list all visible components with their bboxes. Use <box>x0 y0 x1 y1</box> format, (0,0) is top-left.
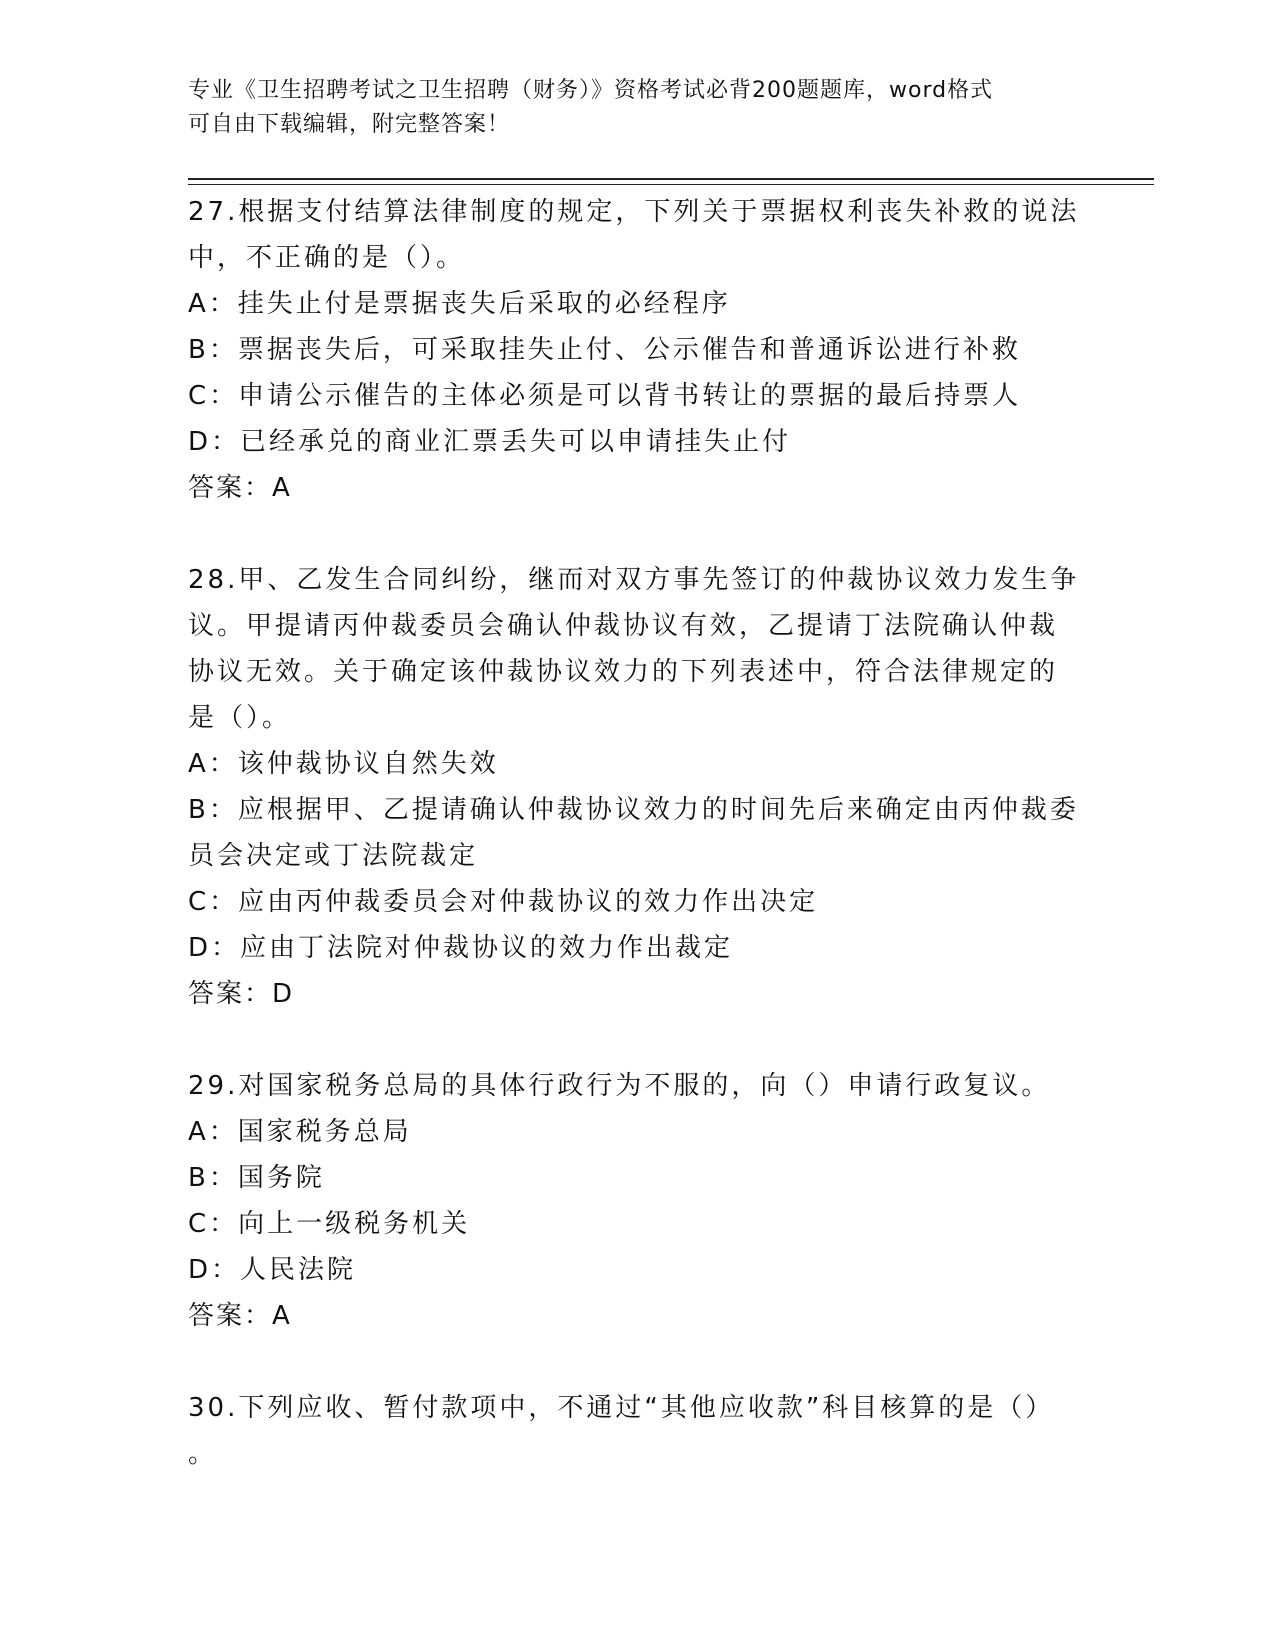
option-line: D：人民法院 <box>188 1255 357 1285</box>
question-stem-line: 27.根据支付结算法律制度的规定，下列关于票据权利丧失补救的说法 <box>188 197 1080 227</box>
answer-line: 答案：A <box>188 1301 292 1331</box>
question-stem-line: 29.对国家税务总局的具体行政行为不服的，向（）申请行政复议。 <box>188 1071 1051 1101</box>
question-block <box>188 1063 1088 1339</box>
question-stem-line: 协议无效。关于确定该仲裁协议效力的下列表述中，符合法律规定的 <box>188 657 1059 687</box>
question-stem-line: 28.甲、乙发生合同纠纷，继而对双方事先签订的仲裁协议效力发生争 <box>188 565 1080 595</box>
question-stem-line: 中，不正确的是（）。 <box>188 243 466 273</box>
header-divider-thick <box>188 178 1154 180</box>
question-list <box>188 189 1088 1477</box>
option-line: C：应由丙仲裁委员会对仲裁协议的效力作出决定 <box>188 887 819 917</box>
option-line: C：申请公示催告的主体必须是可以背书转让的票据的最后持票人 <box>188 381 1022 411</box>
answer-line: 答案：A <box>188 473 292 503</box>
option-line: B：应根据甲、乙提请确认仲裁协议效力的时间先后来确定由丙仲裁委 <box>188 795 1079 825</box>
option-line: D：应由丁法院对仲裁协议的效力作出裁定 <box>188 933 734 963</box>
answer-line: 答案：D <box>188 979 295 1009</box>
header-line-1: 专业《卫生招聘考试之卫生招聘（财务）》资格考试必背200题题库，word格式 <box>188 78 994 103</box>
document-header <box>188 74 1068 142</box>
option-line: C：向上一级税务机关 <box>188 1209 471 1239</box>
question-block <box>188 1385 1088 1477</box>
option-line: A：国家税务总局 <box>188 1117 412 1147</box>
option-line: B：票据丧失后，可采取挂失止付、公示催告和普通诉讼进行补救 <box>188 335 1021 365</box>
header-line-2: 可自由下载编辑，附完整答案！ <box>188 112 511 137</box>
question-block <box>188 189 1088 511</box>
question-stem-line: 议。甲提请丙仲裁委员会确认仲裁协议有效，乙提请丁法院确认仲裁 <box>188 611 1059 641</box>
question-stem-line: 是（）。 <box>188 703 292 733</box>
option-line: B：国务院 <box>188 1163 325 1193</box>
option-line: A：该仲裁协议自然失效 <box>188 749 499 779</box>
header-divider-thin <box>188 184 1154 185</box>
question-block <box>188 557 1088 1017</box>
option-line: D：已经承兑的商业汇票丢失可以申请挂失止付 <box>188 427 792 457</box>
option-line: A：挂失止付是票据丧失后采取的必经程序 <box>188 289 731 319</box>
question-stem-line: 。 <box>188 1439 218 1469</box>
option-line: 员会决定或丁法院裁定 <box>188 841 479 871</box>
question-stem-line: 30.下列应收、暂付款项中，不通过“其他应收款”科目核算的是（） <box>188 1393 1055 1423</box>
